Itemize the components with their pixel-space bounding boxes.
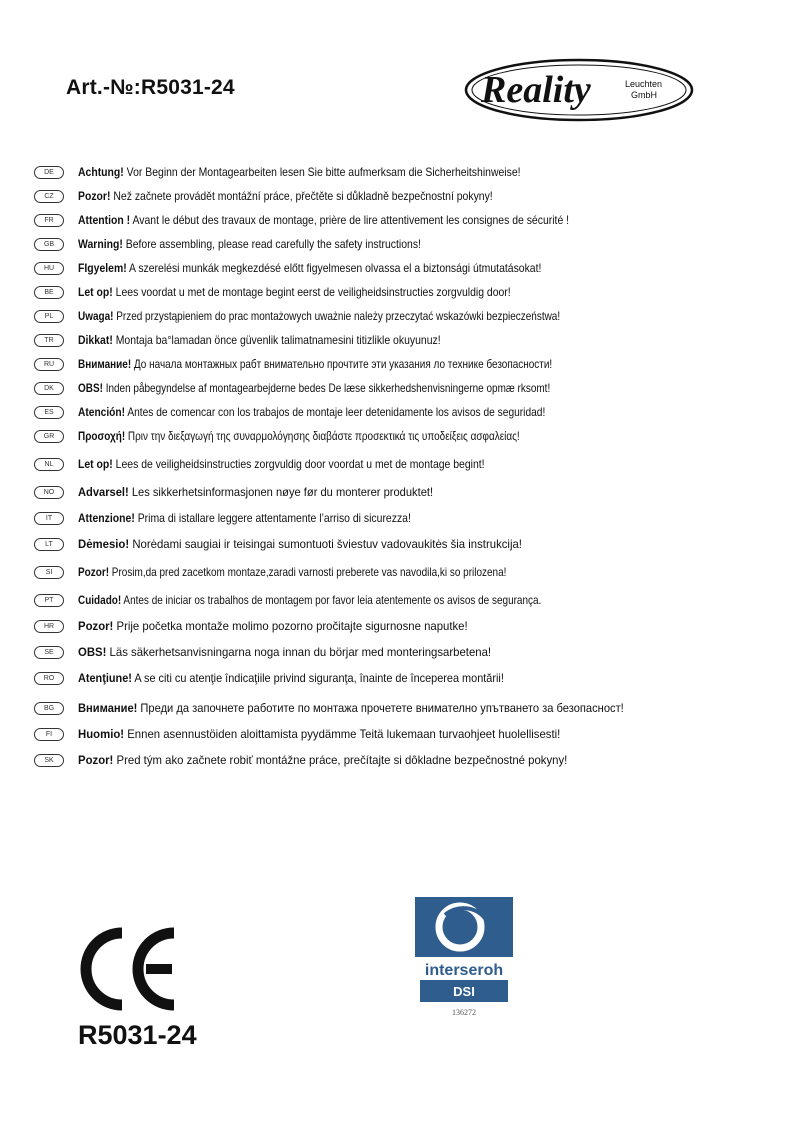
warning-row-bg — [34, 698, 794, 718]
warning-text: Huomio! Ennen asennustöiden aloittamista pyydämme Teitä lukemaan turvaohjeet huolellisesti! — [78, 727, 561, 741]
interseroh-dsi-logo — [415, 893, 513, 1020]
warning-row-nl — [34, 454, 794, 474]
warning-text: Attention ! Avant le début des travaux de montage, prière de lire attentivement les consignes de sécurité ! — [78, 213, 570, 227]
logo-sub-line2: GmbH — [631, 90, 658, 100]
warning-text: Achtung! Vor Beginn der Montagearbeiten lesen Sie bitte aufmerksam die Sicherheitshinweise! — [78, 165, 521, 179]
reality-logo — [463, 57, 695, 123]
warning-row-ru — [34, 354, 794, 374]
language-badge: GR — [34, 430, 64, 443]
warning-text: Προσοχή! Πριν την διεξαγωγή της συναρμολόγησης διαβάστε προσεκτικά τις υποδείξεις ασφαλείας! — [78, 429, 520, 443]
language-badge: PT — [34, 594, 64, 607]
language-badge: HU — [34, 262, 64, 275]
warning-row-es — [34, 402, 794, 422]
interseroh-number: 136272 — [452, 1008, 476, 1017]
warning-row-pl — [34, 306, 794, 326]
warning-row-cz — [34, 186, 794, 206]
language-badge: IT — [34, 512, 64, 525]
warning-row-sk — [34, 750, 794, 770]
interseroh-badge: DSI — [453, 984, 475, 999]
warning-text: OBS! Inden påbegyndelse af montagearbejderne bedes De læse sikkerhedshenvisningerne opmæ rksomt! — [78, 381, 551, 395]
warning-text: Внимание! Преди да започнете работите по монтажа прочетете внимателно упътването за безопасност! — [78, 701, 624, 715]
language-badge: FI — [34, 728, 64, 741]
warning-row-si — [34, 562, 794, 582]
warning-text: Pozor! Než začnete provádět montážní práce, přečtěte si důkladně bezpečnostní pokyny! — [78, 189, 493, 203]
language-badge: RO — [34, 672, 64, 685]
warning-text: Let op! Lees voordat u met de montage begint eerst de veiligheidsinstructies zorgvuldig door! — [78, 285, 511, 299]
logo-brand: Reality — [481, 69, 591, 111]
warning-row-se — [34, 642, 794, 662]
warning-text: Atenţiune! A se citi cu atenţie îndicaţiile privind siguranţa, înainte de începerea montării! — [78, 671, 504, 685]
language-badge: CZ — [34, 190, 64, 203]
warning-text: Dėmesio! Norėdami saugiai ir teisingai sumontuoti šviestuv vadovaukitės šia instrukcija! — [78, 537, 522, 551]
warning-row-pt — [34, 590, 794, 610]
ce-mark-icon — [80, 925, 180, 1013]
language-badge: HR — [34, 620, 64, 633]
warning-row-lt — [34, 534, 794, 554]
warning-text: Pozor! Prije početka montaže molimo pozorno pročitajte sigurnosne naputke! — [78, 619, 468, 633]
warning-text: Dikkat! Montaja ba°lamadan önce güvenlik talimatnamesini titizlikle okuyunuz! — [78, 333, 441, 347]
warning-row-hu — [34, 258, 794, 278]
warning-text: Atención! Antes de comencar con los trabajos de montaje leer detenidamente los avisos de seguridad! — [78, 405, 546, 419]
article-number: Art.-№:R5031-24 — [66, 76, 235, 99]
language-badge: SK — [34, 754, 64, 767]
warning-row-fr — [34, 210, 794, 230]
language-badge: NO — [34, 486, 64, 499]
warning-text: Warning! Before assembling, please read carefully the safety instructions! — [78, 237, 421, 251]
warning-text: Pozor! Prosim,da pred zacetkom montaze,zaradi varnosti preberete vas navodila,ki so prilozena! — [78, 565, 507, 579]
language-badge: LT — [34, 538, 64, 551]
warning-text: Внимание! До начала монтажных рабт внимательно прочтите эти указания ло технике безопасности! — [78, 357, 553, 371]
language-badge: BG — [34, 702, 64, 715]
language-badge: ES — [34, 406, 64, 419]
warning-row-be — [34, 282, 794, 302]
language-badge: FR — [34, 214, 64, 227]
language-badge: DK — [34, 382, 64, 395]
language-badge: GB — [34, 238, 64, 251]
warning-text: Pozor! Pred tým ako začnete robiť montážne práce, prečítajte si dôkladne bezpečnostné pokyny! — [78, 753, 568, 767]
language-badge: SE — [34, 646, 64, 659]
language-badge: PL — [34, 310, 64, 323]
warning-row-gr — [34, 426, 794, 446]
warning-text: OBS! Läs säkerhetsanvisningarna noga innan du börjar med monteringsarbetena! — [78, 645, 492, 659]
interseroh-name: interseroh — [424, 962, 504, 979]
warning-text: Let op! Lees de veiligheidsinstructies zorgvuldig door voordat u met de montage begint! — [78, 457, 485, 471]
warning-row-it — [34, 508, 794, 528]
language-badge: BE — [34, 286, 64, 299]
warning-text: Uwaga! Przed przystąpieniem do prac montażowych uważnie należy przeczytać wskazówki bezpieczeństwa! — [78, 309, 561, 323]
warning-row-hr — [34, 616, 794, 636]
warning-text: FIgyelem! A szerelési munkák megkezdésé előtt figyelmesen olvassa el a biztonsági útmutatásokat! — [78, 261, 542, 275]
warning-row-ro — [34, 668, 794, 688]
language-badge: RU — [34, 358, 64, 371]
warning-row-fi — [34, 724, 794, 744]
warning-row-gb — [34, 234, 794, 254]
language-badge: NL — [34, 458, 64, 471]
warning-text: Cuidado! Antes de iniciar os trabalhos de montagem por favor leia atentemente os avisos de segurança. — [78, 593, 542, 607]
language-badge: SI — [34, 566, 64, 579]
warning-text: Advarsel! Les sikkerhetsinformasjonen nøye før du monterer produktet! — [78, 485, 434, 499]
warning-row-de — [34, 162, 794, 182]
model-number: R5031-24 — [78, 1020, 197, 1050]
warning-row-dk — [34, 378, 794, 398]
warning-text: Attenzione! Prima di istallare leggere attentamente l’arriso di sicurezza! — [78, 511, 411, 525]
logo-sub-line1: Leuchten — [625, 79, 663, 89]
warning-row-tr — [34, 330, 794, 350]
language-badge: TR — [34, 334, 64, 347]
warning-row-no — [34, 482, 794, 502]
language-badge: DE — [34, 166, 64, 179]
